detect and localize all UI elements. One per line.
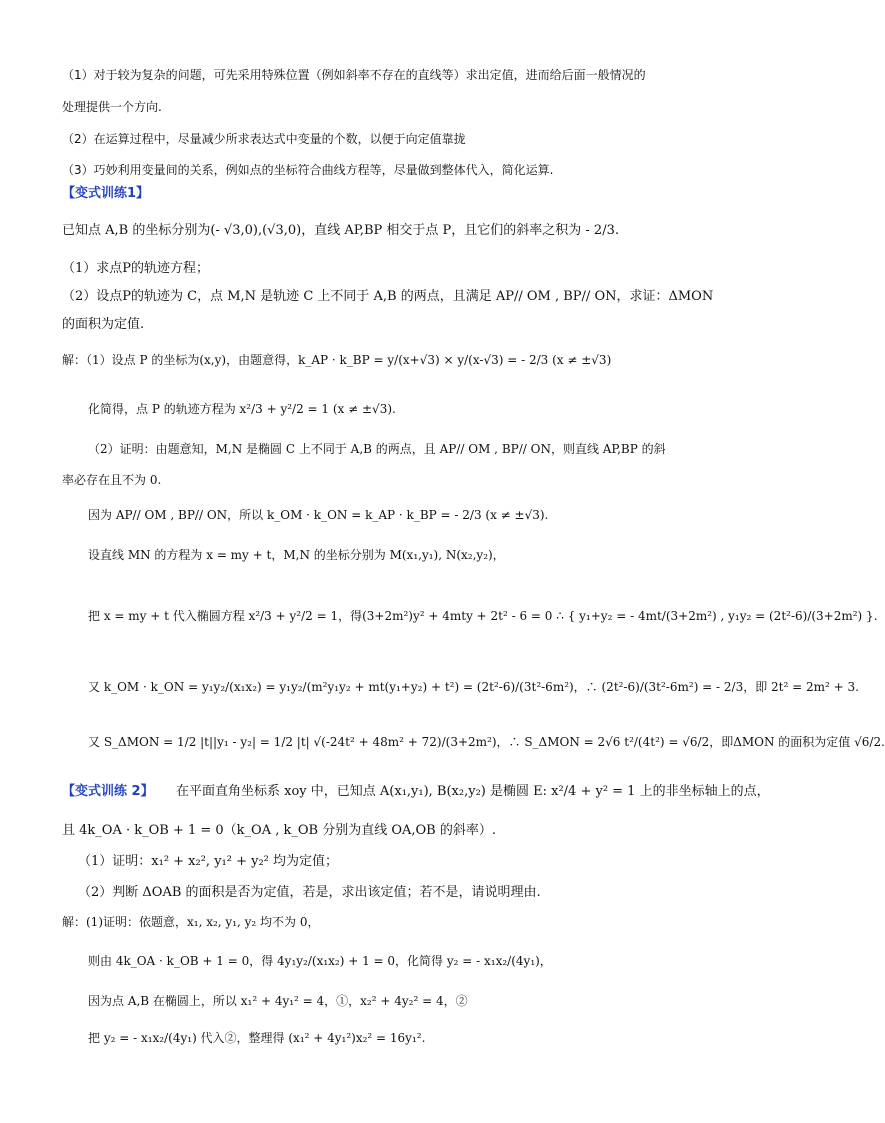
solution-1-step-6: 设直线 MN 的方程为 x = my + t，M,N 的坐标分别为 M(x₁,y₁), N(x₂,y₂)， [88,548,505,562]
variant-1-part-2b: 的面积为定值. [62,317,145,332]
solution-1-step-1: 解：（1）设点 P 的坐标为(x,y)，由题意得，k_AP · k_BP = y/(x+√3) × y/(x-√3) = - 2/3 (x ≠ ±√3) [62,353,612,367]
solution-1-step-3: （2）证明：由题意知，M,N 是椭圆 C 上不同于 A,B 的两点，且 AP// OM , BP// ON，则直线 AP,BP 的斜 [88,442,666,456]
note-1a: （1）对于较为复杂的问题，可先采用特殊位置（例如斜率不存在的直线等）求出定值，进而给后面一般情况的 [62,68,646,82]
solution-2-step-2: 则由 4k_OA · k_OB + 1 = 0，得 4y₁y₂/(x₁x₂) + 1 = 0，化简得 y₂ = - x₁x₂/(4y₁)， [88,954,552,968]
solution-2-step-4: 把 y₂ = - x₁x₂/(4y₁) 代入②，整理得 (x₁² + 4y₁²)x₂² = 16y₁². [88,1031,426,1045]
section-heading-variant-2: 【变式训练 2】 [62,784,154,799]
variant-2-question-b: 且 4k_OA · k_OB + 1 = 0（k_OA , k_OB 分别为直线 OA,OB 的斜率）. [62,823,496,838]
solution-1-step-9: 又 S_ΔMON = 1/2 |t||y₁ - y₂| = 1/2 |t| √(-24t² + 48m² + 72)/(3+2m²)，∴ S_ΔMON = 2√6 t²/(4t²) = √6/2，即ΔMON 的面积为定值 √6/2. [88,735,885,749]
variant-1-question: 已知点 A,B 的坐标分别为(- √3,0),(√3,0)，直线 AP,BP 相交于点 P，且它们的斜率之积为 - 2/3. [62,223,619,238]
section-heading-variant-1: 【变式训练1】 [62,186,150,201]
note-1b: 处理提供一个方向. [62,100,162,114]
variant-2-part-2: （2）判断 ΔOAB 的面积是否为定值，若是，求出该定值；若不是，请说明理由. [78,885,541,900]
variant-1-part-2a: （2）设点P的轨迹为 C，点 M,N 是轨迹 C 上不同于 A,B 的两点，且满足 AP// OM , BP// ON，求证：ΔMON [62,289,714,304]
note-3: （3）巧妙利用变量间的关系，例如点的坐标符合曲线方程等，尽量做到整体代入，简化运算. [62,163,554,177]
solution-1-step-2: 化简得，点 P 的轨迹方程为 x²/3 + y²/2 = 1 (x ≠ ±√3). [88,402,396,416]
solution-1-step-7: 把 x = my + t 代入椭圆方程 x²/3 + y²/2 = 1，得(3+2m²)y² + 4mty + 2t² - 6 = 0 ∴ { y₁+y₂ = - 4mt/(3+2m²) , y₁y₂ = (2t²-6)/(3+2m²) }. [88,609,878,623]
variant-2-part-1: （1）证明：x₁² + x₂², y₁² + y₂² 均为定值； [78,854,339,869]
solution-1-step-5: 因为 AP// OM , BP// ON，所以 k_OM · k_ON = k_AP · k_BP = - 2/3 (x ≠ ±√3). [88,508,549,522]
variant-2-question: 在平面直角坐标系 xoy 中，已知点 A(x₁,y₁), B(x₂,y₂) 是椭圆 E: x²/4 + y² = 1 上的非坐标轴上的点， [176,784,770,799]
variant-1-part-1: （1）求点P的轨迹方程； [62,261,210,276]
solution-1-step-4: 率必存在且不为 0. [62,473,162,487]
solution-1-step-8: 又 k_OM · k_ON = y₁y₂/(x₁x₂) = y₁y₂/(m²y₁y₂ + mt(y₁+y₂) + t²) = (2t²-6)/(3t²-6m²)，∴ (2t²-6)/(3t²-6m²) = - 2/3，即 2t² = 2m² + 3. [88,680,859,694]
solution-2-step-1: 解：(1)证明：依题意，x₁, x₂, y₁, y₂ 均不为 0， [62,915,320,929]
note-2: （2）在运算过程中，尽量减少所求表达式中变量的个数，以便于向定值靠拢 [62,132,466,146]
solution-2-step-3: 因为点 A,B 在椭圆上，所以 x₁² + 4y₁² = 4，①，x₂² + 4y₂² = 4，② [88,994,468,1008]
